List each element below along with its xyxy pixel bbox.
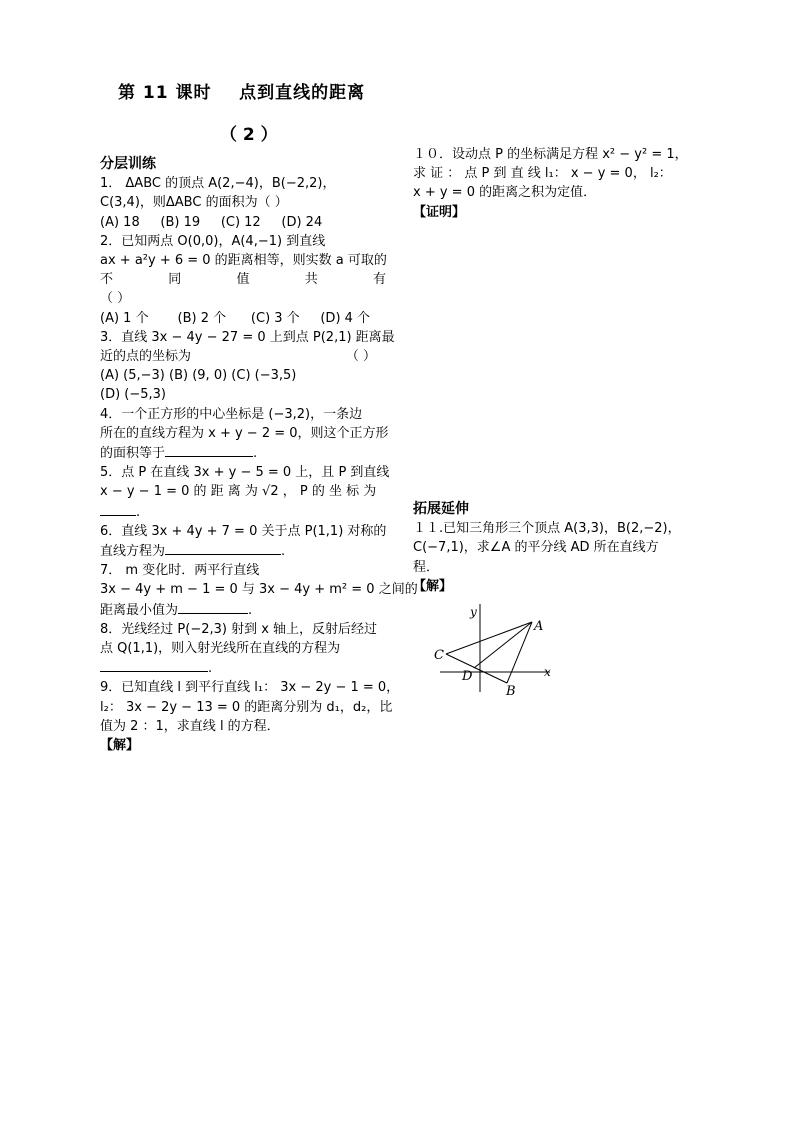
q7-answer-blank[interactable] <box>178 600 248 614</box>
page-subtitle: （ 2 ） <box>220 125 278 145</box>
q6-period: . <box>281 544 286 560</box>
q8-period: . <box>208 661 213 677</box>
q1-options <box>100 213 386 232</box>
q1-line-1: 1． ΔABC 的顶点 A(2,−4)，B(−2,2)， <box>100 176 336 192</box>
label-x: x <box>544 665 551 679</box>
bisector-ad <box>474 622 532 668</box>
q7-line-1: 7． m 变化时．两平行直线 <box>100 563 260 579</box>
q4-line-1: 4．一个正方形的中心坐标是 (−3,2)，一条边 <box>100 406 363 422</box>
side-ca <box>446 622 532 654</box>
q5-line-2: x − y − 1 = 0 的 距 离 为 √2 ， P 的 坐 标 为 <box>100 484 377 500</box>
q1-option-b: (B) 19 <box>160 214 201 230</box>
q2-option-d: (D) 4 个 <box>320 310 371 326</box>
q8-line-2: 点 Q(1,1)，则入射光线所在直线的方程为 <box>100 641 341 657</box>
triangle-figure <box>430 600 570 700</box>
question-10 <box>413 145 703 222</box>
q4-line-3 <box>100 443 386 463</box>
q3-line-2 <box>100 347 386 366</box>
label-d: D <box>462 669 473 684</box>
q2-char: 有 <box>372 272 386 288</box>
q2-char: 值 <box>236 272 250 288</box>
side-cb <box>446 654 507 683</box>
question-3 <box>100 328 395 405</box>
q8-answer-blank[interactable] <box>100 658 208 672</box>
extension-section <box>413 500 703 596</box>
q6-line-2-text: 直线方程为 <box>100 544 166 560</box>
question-9 <box>100 678 400 755</box>
q11-line-2: C(−7,1)，求∠A 的平分线 AD 所在直线方 <box>413 540 659 556</box>
q7-period: . <box>248 602 253 618</box>
q5-period: . <box>136 504 141 520</box>
q3-option-d: (D) (−5,3) <box>100 387 166 403</box>
label-a: A <box>534 619 544 634</box>
left-column <box>100 155 418 755</box>
q7-line-3-text: 距离最小值为 <box>100 602 179 618</box>
question-7 <box>100 561 418 620</box>
q8-line-3 <box>100 658 386 678</box>
q2-line-3 <box>100 270 386 289</box>
question-5 <box>100 463 390 522</box>
q8-line-1: 8．光线经过 P(−2,3) 射到 x 轴上，反射后经过 <box>100 621 378 637</box>
q7-line-3 <box>100 600 386 620</box>
q5-answer-blank[interactable] <box>100 502 136 516</box>
q4-answer-blank[interactable] <box>165 443 253 457</box>
q10-line-2: 求 证 ： 点 P 到 直 线 l₁： x − y = 0， l₂： <box>413 166 672 182</box>
q5-line-3 <box>100 502 386 522</box>
q7-line-2: 3x − 4y + m − 1 = 0 与 3x − 4y + m² = 0 之间的 <box>100 582 418 598</box>
label-y: y <box>470 605 477 619</box>
q11-line-3: 程． <box>413 559 440 575</box>
q2-char: 共 <box>304 272 318 288</box>
question-8 <box>100 620 386 679</box>
label-c: C <box>434 648 444 663</box>
q6-answer-blank[interactable] <box>165 541 281 555</box>
q3-line-2-text: 近的点的坐标为 <box>100 349 192 365</box>
q11-answer-label: 【解】 <box>413 578 453 594</box>
label-b: B <box>506 684 516 699</box>
q9-line-2: l₂： 3x − 2y − 13 = 0 的距离分别为 d₁，d₂，比 <box>100 699 393 715</box>
question-2 <box>100 232 386 328</box>
q2-options <box>100 309 386 328</box>
q10-line-1: １０．设动点 P 的坐标满足方程 x² − y² = 1， <box>413 147 688 162</box>
q1-line-2: C(3,4)，则ΔABC 的面积为（ ） <box>100 195 288 211</box>
q4-line-3-text: 的面积等于 <box>100 446 166 462</box>
q2-line-1: 2．已知两点 O(0,0)，A(4,−1) 到直线 <box>100 233 326 249</box>
q2-line-2: ax + a²y + 6 = 0 的距离相等，则实数 a 可取的 <box>100 253 387 269</box>
q5-line-1: 5．点 P 在直线 3x + y − 5 = 0 上，且 P 到直线 <box>100 465 390 481</box>
q9-line-3: 值为 2 ：1，求直线 l 的方程． <box>100 718 280 734</box>
q3-line-1: 3．直线 3x − 4y − 27 = 0 上到点 P(2,1) 距离最 <box>100 329 395 345</box>
q4-line-2: 所在的直线方程为 x + y − 2 = 0，则这个正方形 <box>100 425 389 441</box>
q1-option-a: (A) 18 <box>100 214 140 230</box>
q6-line-2 <box>100 541 386 561</box>
q1-option-d: (D) 24 <box>281 214 323 230</box>
q1-option-c: (C) 12 <box>220 214 261 230</box>
right-column <box>413 145 703 222</box>
side-ab <box>507 622 532 683</box>
q2-line-4: （ ） <box>100 291 131 307</box>
question-1 <box>100 174 386 232</box>
q2-option-c: (C) 3 个 <box>250 310 300 326</box>
section-heading-layered-training: 分层训练 <box>100 156 156 172</box>
question-6 <box>100 522 386 561</box>
q2-option-b: (B) 2 个 <box>177 310 227 326</box>
q10-line-3: x + y = 0 的距离之积为定值． <box>413 185 597 201</box>
q11-line-1: １１.已知三角形三个顶点 A(3,3)，B(2,−2)， <box>413 521 681 537</box>
q2-char: 同 <box>168 272 182 288</box>
question-4 <box>100 405 389 464</box>
q9-answer-label: 【解】 <box>100 738 140 754</box>
q6-line-1: 6．直线 3x + 4y + 7 = 0 关于点 P(1,1) 对称的 <box>100 523 387 539</box>
q3-options: (A) (5,−3) (B) (9, 0) (C) (−3,5) <box>100 368 297 384</box>
q9-line-1: 9．已知直线 l 到平行直线 l₁： 3x − 2y − 1 = 0， <box>100 680 400 696</box>
q2-option-a: (A) 1 个 <box>100 310 149 326</box>
q3-answer-paren: （ ） <box>345 349 376 365</box>
page-title: 第 11 课时 点到直线的距离 <box>118 83 366 103</box>
q2-char: 不 <box>100 272 114 288</box>
q4-period: . <box>253 446 258 462</box>
q10-proof-label: 【证明】 <box>413 204 466 220</box>
question-11 <box>413 519 703 596</box>
section-heading-extension: 拓展延伸 <box>413 501 469 517</box>
